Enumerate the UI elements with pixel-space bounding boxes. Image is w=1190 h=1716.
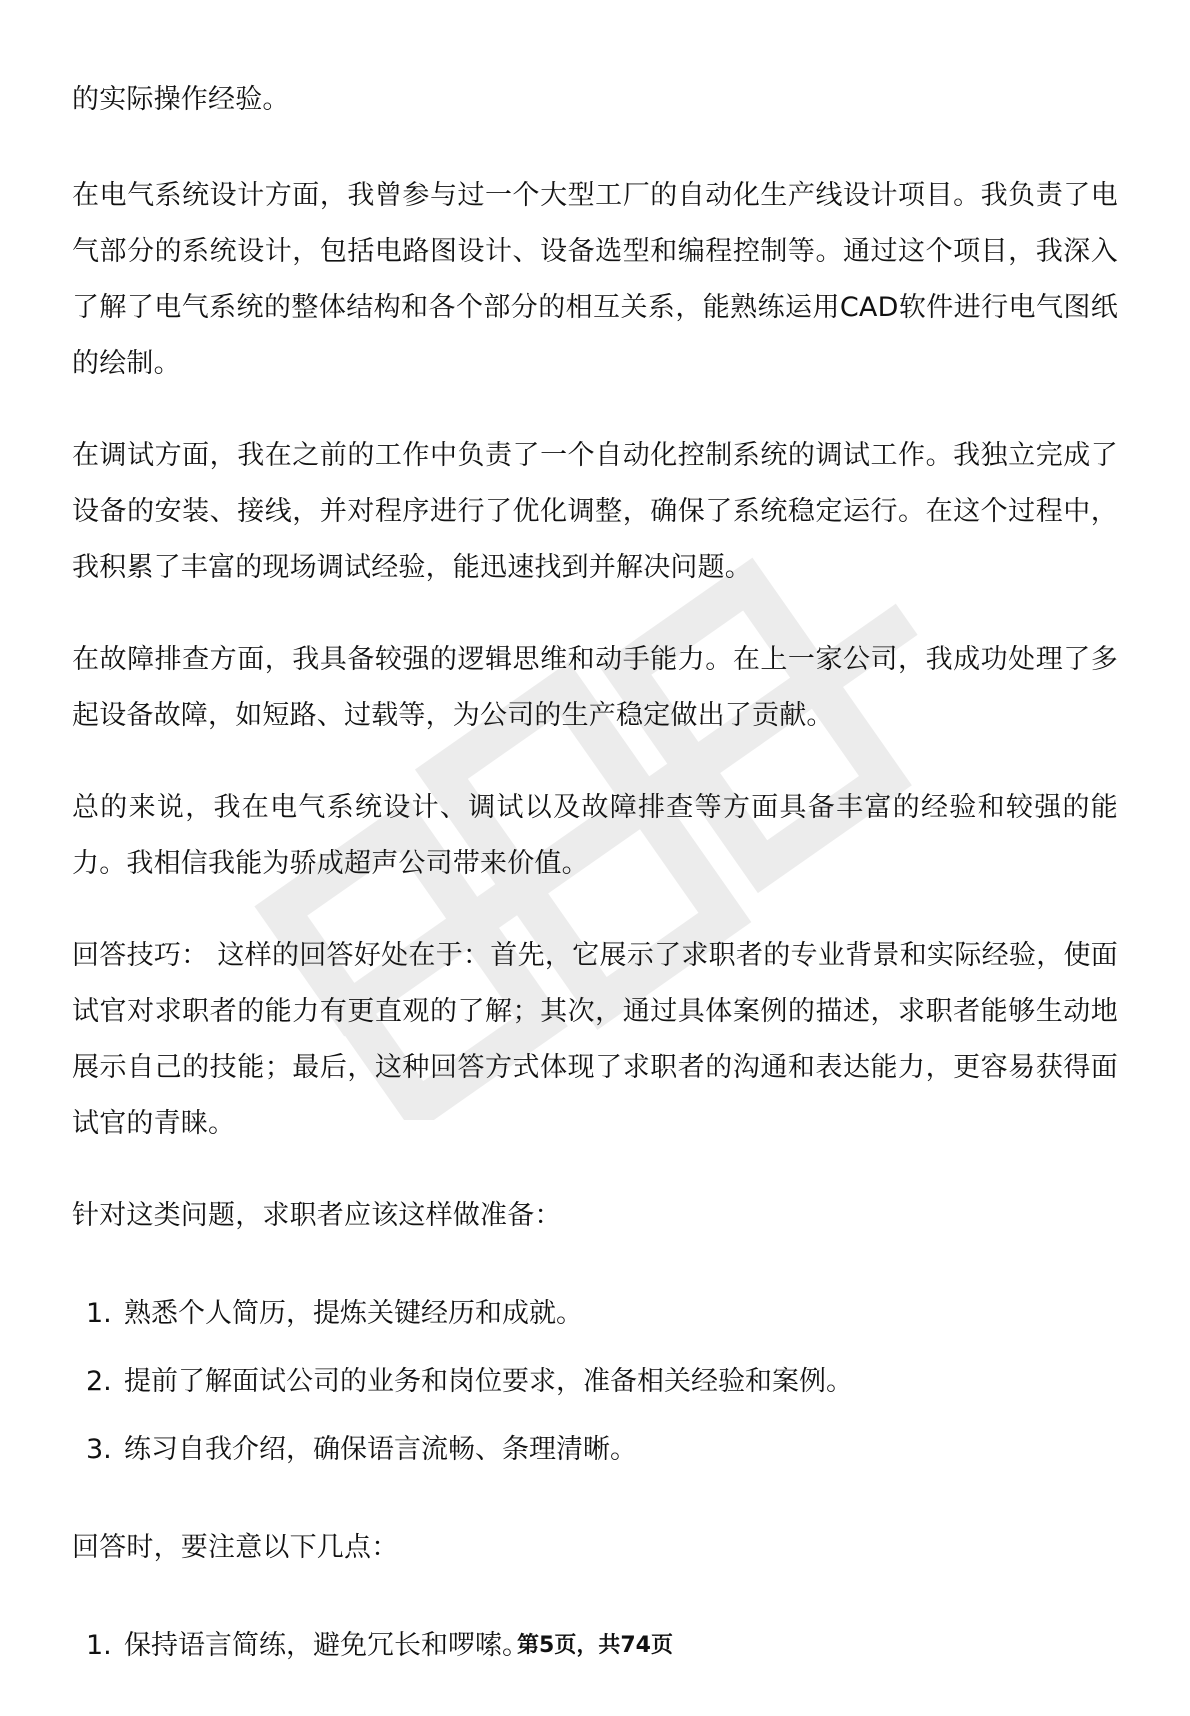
list-item-number: 2.	[86, 1366, 112, 1397]
list-item	[72, 1348, 1118, 1416]
prep-list	[72, 1280, 1118, 1484]
paragraph-summary: 总的来说，我在电气系统设计、调试以及故障排查等方面具备丰富的经验和较强的能力。我相信我能为骄成超声公司带来价值。	[72, 792, 1118, 879]
list-item-text: 提前了解面试公司的业务和岗位要求，准备相关经验和案例。	[124, 1366, 853, 1397]
list-item	[72, 1416, 1118, 1484]
list-item-text: 熟悉个人简历，提炼关键经历和成就。	[124, 1298, 583, 1329]
list-item-number: 3.	[86, 1434, 112, 1465]
paragraph-design-experience: 在电气系统设计方面，我曾参与过一个大型工厂的自动化生产线设计项目。我负责了电气部分的系统设计，包括电路图设计、设备选型和编程控制等。通过这个项目，我深入了解了电气系统的整体结构和各个部分的相互关系，能熟练运用CAD软件进行电气图纸的绘制。	[72, 180, 1118, 379]
list-item-number: 1.	[86, 1298, 112, 1329]
paragraph-prep-intro: 针对这类问题，求职者应该这样做准备：	[72, 1200, 562, 1231]
list-item	[72, 1280, 1118, 1348]
document-body	[72, 72, 1118, 1716]
list-item-number: 1.	[86, 1630, 112, 1661]
paragraph-troubleshooting: 在故障排查方面，我具备较强的逻辑思维和动手能力。在上一家公司，我成功处理了多起设备故障，如短路、过载等，为公司的生产稳定做出了贡献。	[72, 644, 1118, 731]
list-item-text: 练习自我介绍，确保语言流畅、条理清晰。	[124, 1434, 637, 1465]
paragraph-experience-tail: 的实际操作经验。	[72, 84, 290, 115]
list-item-text: 保持语言简练，避免冗长和啰嗦。	[124, 1630, 529, 1661]
page-number-footer: 第5页，共74页	[517, 1633, 673, 1658]
paragraph-debug-experience: 在调试方面，我在之前的工作中负责了一个自动化控制系统的调试工作。我独立完成了设备的安装、接线，并对程序进行了优化调整，确保了系统稳定运行。在这个过程中，我积累了丰富的现场调试经验，能迅速找到并解决问题。	[72, 440, 1118, 583]
paragraph-answer-intro: 回答时，要注意以下几点：	[72, 1532, 399, 1563]
paragraph-answer-tips: 回答技巧： 这样的回答好处在于：首先，它展示了求职者的专业背景和实际经验，使面试官对求职者的能力有更直观的了解；其次，通过具体案例的描述，求职者能够生动地展示自己的技能；最后，这种回答方式体现了求职者的沟通和表达能力，更容易获得面试官的青睐。	[72, 940, 1118, 1139]
